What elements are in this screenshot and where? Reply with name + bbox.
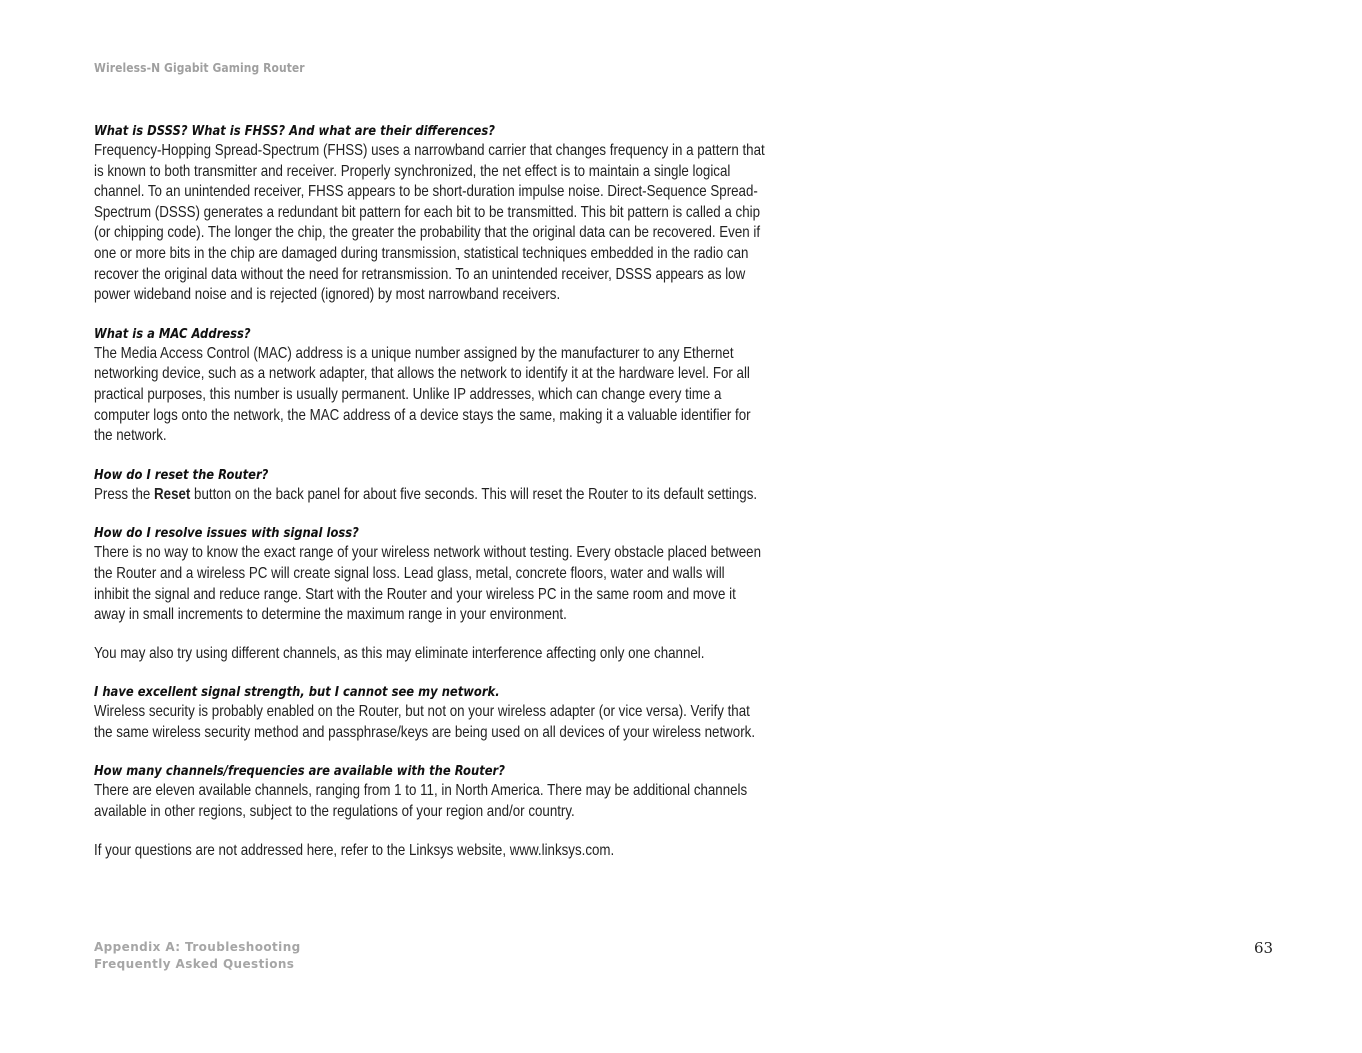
faq-answer-extra: You may also try using different channels, as this may eliminate interference affecting only one channel. [94,644,705,662]
faq-answer: Frequency-Hopping Spread-Spectrum (FHSS) uses a narrowband carrier that changes frequency in a pattern that is known to both transmitter and receiver. Properly synchronized, the net effect is to maintain a single logical channel. To an unintended receiver, FHSS appears to be short-duration impulse noise. Direct-Sequence Spread- Spectrum (DSSS) generates a redundant bit pattern for each bit to be transmitted. This bit pattern is called a chip (or chipping code). The longer the chip, the greater the probability that the original data can be recovered. Even if one or more bits in the chip are damaged during transmission, statistical techniques embedded in the radio can recover the original data without the need for retransmission. To an unintended receiver, DSSS appears as low power wideband noise and is rejected (ignored) by most narrowband receivers. [94,142,765,304]
faq-item-signal-loss [94,523,829,664]
faq-content [94,121,829,861]
page-number: 63 [1254,939,1274,957]
footer-section: Frequently Asked Questions [94,957,295,971]
answer-text-after: button on the back panel for about five seconds. This will reset the Router to its default settings. [190,485,758,503]
faq-question: How do I reset the Router? [94,466,269,483]
faq-answer: There is no way to know the exact range of your wireless network without testing. Every obstacle placed between the Router and a wireless PC will create signal loss. Lead glass, metal, concrete floors, water and walls will inhibit the signal and reduce range. Start with the Router and your wireless PC in the same room and move it away in small increments to determine the maximum range in your environment. [94,544,761,624]
faq-answer: There are eleven available channels, ranging from 1 to 11, in North America. There may be additional channels available in other regions, subject to the regulations of your region and/or country. [94,782,748,821]
faq-question: I have excellent signal strength, but I cannot see my network. [94,684,500,701]
faq-item-dsss-fhss [94,121,829,306]
document-footer [94,939,301,973]
answer-text-before: Press the [94,485,155,503]
closing-note: If your questions are not addressed here, refer to the Linksys website, www.linksys.com. [94,841,615,859]
faq-item-cannot-see-network [94,682,829,743]
faq-question: How many channels/frequencies are available with the Router? [94,763,505,780]
faq-item-reset-router [94,465,829,506]
reset-keyword: Reset [154,485,191,503]
faq-answer: Wireless security is probably enabled on the Router, but not on your wireless adapter (or vice versa). Verify that the same wireless security method and passphrase/keys are being used on all devices of your wireless network. [94,703,756,741]
faq-question: What is a MAC Address? [94,325,251,342]
document-header: Wireless-N Gigabit Gaming Router [94,60,305,75]
faq-answer: The Media Access Control (MAC) address is a unique number assigned by the manufacturer to any Ethernet networking device, such as a network adapter, that allows the network to identify it at the hardware level. For all practical purposes, this number is usually permanent. Unlike IP addresses, which can change every time a computer logs onto the network, the MAC address of a device stays the same, making it a valuable identifier for the network. [94,344,751,445]
faq-answer [94,485,829,506]
faq-item-channels [94,761,829,822]
footer-appendix: Appendix A: Troubleshooting [94,940,301,954]
faq-item-mac-address [94,324,829,447]
faq-question: How do I resolve issues with signal loss? [94,525,359,542]
faq-question: What is DSSS? What is FHSS? And what are their differences? [94,123,495,139]
